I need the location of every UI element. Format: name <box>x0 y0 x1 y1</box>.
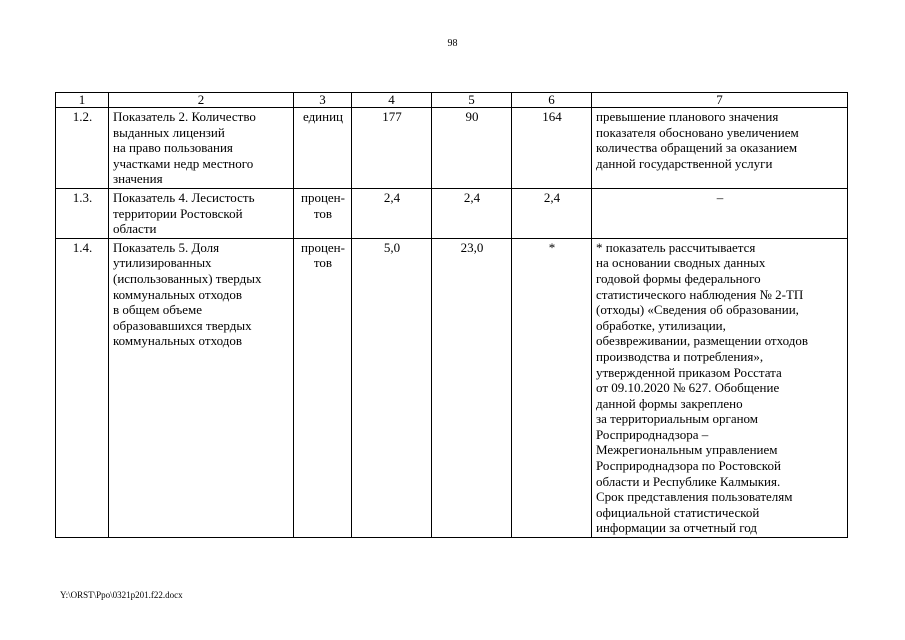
value-cell: 5,0 <box>352 238 432 537</box>
row-number: 1.4. <box>56 238 109 537</box>
text-line: Показатель 5. Доля <box>113 239 220 255</box>
value-cell: 2,4 <box>352 188 432 238</box>
text-line: производства и потребления», <box>596 348 764 364</box>
text-line: в общем объеме <box>113 302 203 318</box>
value-cell: 164 <box>512 108 592 189</box>
value-cell: * <box>512 238 592 537</box>
value-cell: 90 <box>432 108 512 189</box>
text-line: образовавшихся твердых <box>113 317 252 333</box>
row-number: 1.2. <box>56 108 109 189</box>
unit-cell <box>294 238 352 537</box>
note-cell <box>592 108 848 189</box>
table-row <box>56 108 848 189</box>
text-line: Показатель 4. Лесистость <box>113 189 255 205</box>
text-line: территории Ростовской <box>113 205 243 221</box>
value-cell: 2,4 <box>512 188 592 238</box>
text-line: показателя обосновано увеличением <box>596 124 799 140</box>
text-line: * показатель рассчитывается <box>596 239 756 255</box>
text-line: коммунальных отходов <box>113 286 242 302</box>
column-header: 3 <box>294 93 352 108</box>
row-number: 1.3. <box>56 188 109 238</box>
text-line: превышение планового значения <box>596 109 779 124</box>
unit-cell <box>294 188 352 238</box>
indicator-name <box>109 188 294 238</box>
note-cell <box>592 238 848 537</box>
text-line: обезвреживании, размещении отходов <box>596 333 808 349</box>
column-header: 7 <box>592 93 848 108</box>
text-line: области и Республике Калмыкия. <box>596 473 781 489</box>
table-row <box>56 238 848 537</box>
text-line: (отходы) «Сведения об образовании, <box>596 302 799 318</box>
text-line: за территориальным органом <box>596 411 759 427</box>
text-line: информации за отчетный год <box>596 520 757 536</box>
text-line: Показатель 2. Количество <box>113 109 256 124</box>
value-cell: 23,0 <box>432 238 512 537</box>
text-line: годовой формы федерального <box>596 270 761 286</box>
column-header: 4 <box>352 93 432 108</box>
text-line: тов <box>313 255 333 271</box>
text-line: данной формы закреплено <box>596 395 743 411</box>
text-line: участками недр местного <box>113 155 254 171</box>
text-line: утвержденной приказом Росстата <box>596 364 782 380</box>
text-line: (использованных) твердых <box>113 270 262 286</box>
value-cell: 177 <box>352 108 432 189</box>
text-line: области <box>113 221 157 237</box>
text-line: утилизированных <box>113 255 212 271</box>
text-line: Росприроднадзора – <box>596 426 709 442</box>
text-line: значения <box>113 171 163 187</box>
indicator-table <box>55 92 848 538</box>
text-line: количества обращений за оказанием <box>596 140 798 156</box>
text-line: – <box>716 189 724 205</box>
column-header: 5 <box>432 93 512 108</box>
text-line: тов <box>313 205 333 221</box>
column-header: 2 <box>109 93 294 108</box>
text-line: статистического наблюдения № 2-ТП <box>596 286 804 302</box>
indicator-name <box>109 108 294 189</box>
text-line: на основании сводных данных <box>596 255 766 271</box>
column-header: 1 <box>56 93 109 108</box>
text-line: единиц <box>302 109 344 124</box>
text-line: официальной статистической <box>596 504 760 520</box>
text-line: коммунальных отходов <box>113 333 242 349</box>
text-line: Срок представления пользователям <box>596 489 793 505</box>
indicator-name <box>109 238 294 537</box>
text-line: обработке, утилизации, <box>596 317 726 333</box>
page-number: 98 <box>447 38 458 49</box>
value-cell: 2,4 <box>432 188 512 238</box>
text-line: Росприроднадзора по Ростовской <box>596 458 781 474</box>
unit-cell <box>294 108 352 189</box>
text-line: Межрегиональным управлением <box>596 442 778 458</box>
note-cell <box>592 188 848 238</box>
text-line: процен- <box>301 239 345 255</box>
column-header: 6 <box>512 93 592 108</box>
text-line: от 09.10.2020 № 627. Обобщение <box>596 380 780 396</box>
text-line: данной государственной услуги <box>596 155 773 171</box>
table-row <box>56 188 848 238</box>
file-path-footer: Y:\ORST\Ppo\0321p201.f22.docx <box>60 590 183 600</box>
table-header-row <box>56 93 848 108</box>
text-line: выданных лицензий <box>113 124 225 140</box>
text-line: процен- <box>301 189 345 205</box>
text-line: на право пользования <box>113 140 233 156</box>
